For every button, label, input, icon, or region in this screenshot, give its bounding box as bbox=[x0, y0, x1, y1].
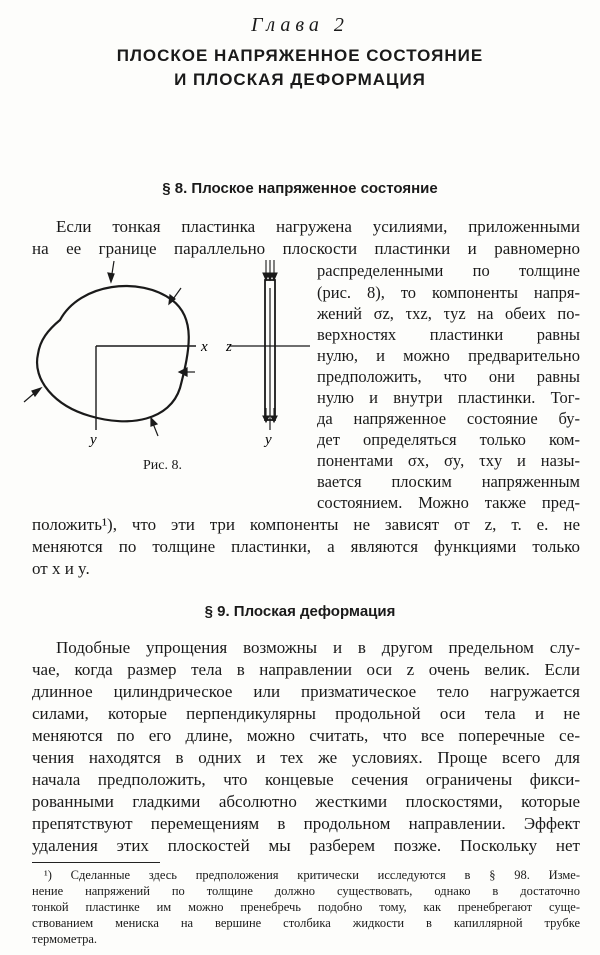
paragraph-line: чае, когда размер тела в направлении оси z очень велик. Если bbox=[32, 660, 580, 679]
paragraph-line: верхностях пластинки равны bbox=[317, 325, 580, 344]
figure-caption: Рис. 8. bbox=[143, 458, 182, 473]
x-axis-label: x bbox=[201, 339, 208, 355]
paragraph-line: жений σz, τxz, τyz на обеих по- bbox=[317, 304, 580, 323]
section-8-heading: § 8. Плоское напряженное состояние bbox=[162, 180, 438, 197]
paragraph-line: положить¹), что эти три компоненты не зависят от z, т. е. не bbox=[32, 515, 580, 534]
paragraph-line: меняются по его длине, можно считать, что все поперечные се- bbox=[32, 726, 580, 745]
paragraph-line: да напряженное состояние бу- bbox=[317, 409, 580, 428]
paragraph-line: силами, которые перпендикулярны продольной оси тела и не bbox=[32, 704, 580, 723]
paragraph-line: Подобные упрощения возможны и в другом предельном слу- bbox=[56, 638, 580, 657]
paragraph-line: нулю, и можно предварительно bbox=[317, 346, 580, 365]
footnote-line: термометра. bbox=[32, 932, 97, 946]
footnote-line: тонкой пластинке им можно пренебречь подобно тому, как пренебрегают суще- bbox=[32, 900, 580, 914]
paragraph-line: длинное цилиндрическое или призматическое тело нагружается bbox=[32, 682, 580, 701]
paragraph-line: от x и y. bbox=[32, 559, 90, 578]
paragraph-line: рованными гладкими абсолютно жесткими плоскостями, которые bbox=[32, 792, 580, 811]
chapter-title-line-2: И ПЛОСКАЯ ДЕФОРМАЦИЯ bbox=[174, 70, 426, 89]
y-axis-side-label: y bbox=[265, 432, 272, 448]
paragraph-line: нулю и внутри пластинки. Тог- bbox=[317, 388, 580, 407]
z-axis-label: z bbox=[226, 339, 232, 355]
paragraph-line: чения находятся в одних и тех же условиях. Проще всего для bbox=[32, 748, 580, 767]
footnote-line: ствованием мениска на вершине столбика жидкости в капиллярной трубке bbox=[32, 916, 580, 930]
paragraph-line: удаления этих плоскостей мы разберем позже. Поскольку нет bbox=[32, 836, 580, 855]
footnote-rule bbox=[32, 862, 160, 863]
paragraph-line: распределенными по толщине bbox=[317, 261, 580, 280]
paragraph-line: меняются по толщине пластинки, а являются функциями только bbox=[32, 537, 580, 556]
paragraph-line: понентами σx, σy, τxy и назы- bbox=[317, 451, 580, 470]
paragraph-line: состоянием. Можно также пред- bbox=[317, 493, 580, 512]
paragraph-line: на ее границе параллельно плоскости пластинки и равномерно bbox=[32, 239, 580, 258]
paragraph-line: (рис. 8), то компоненты напря- bbox=[317, 283, 580, 302]
chapter-title-line-1: ПЛОСКОЕ НАПРЯЖЕННОЕ СОСТОЯНИЕ bbox=[116, 46, 484, 65]
paragraph-line: препятствуют перемещениям в продольном направлении. Эффект bbox=[32, 814, 580, 833]
paragraph-line: Если тонкая пластинка нагружена усилиями, приложенными bbox=[56, 217, 580, 236]
y-axis-label: y bbox=[90, 432, 97, 448]
plate-outline bbox=[37, 286, 189, 421]
paragraph-line: предположить, что они равны bbox=[317, 367, 580, 386]
footnote-line: ¹) Сделанные здесь предположения критически исследуются в § 98. Изме- bbox=[44, 868, 580, 882]
section-9-heading: § 9. Плоская деформация bbox=[204, 603, 396, 620]
figure-8 bbox=[20, 258, 320, 458]
paragraph-line: дет определяться только ком- bbox=[317, 430, 580, 449]
paragraph-line: начала предположить, что концевые сечения ограничены фикси- bbox=[32, 770, 580, 789]
chapter-number: Глава 2 bbox=[251, 14, 349, 36]
footnote-line: нение напряжений по толщине должно существовать, однако в достаточно bbox=[32, 884, 580, 898]
paragraph-line: вается плоским напряженным bbox=[317, 472, 580, 491]
